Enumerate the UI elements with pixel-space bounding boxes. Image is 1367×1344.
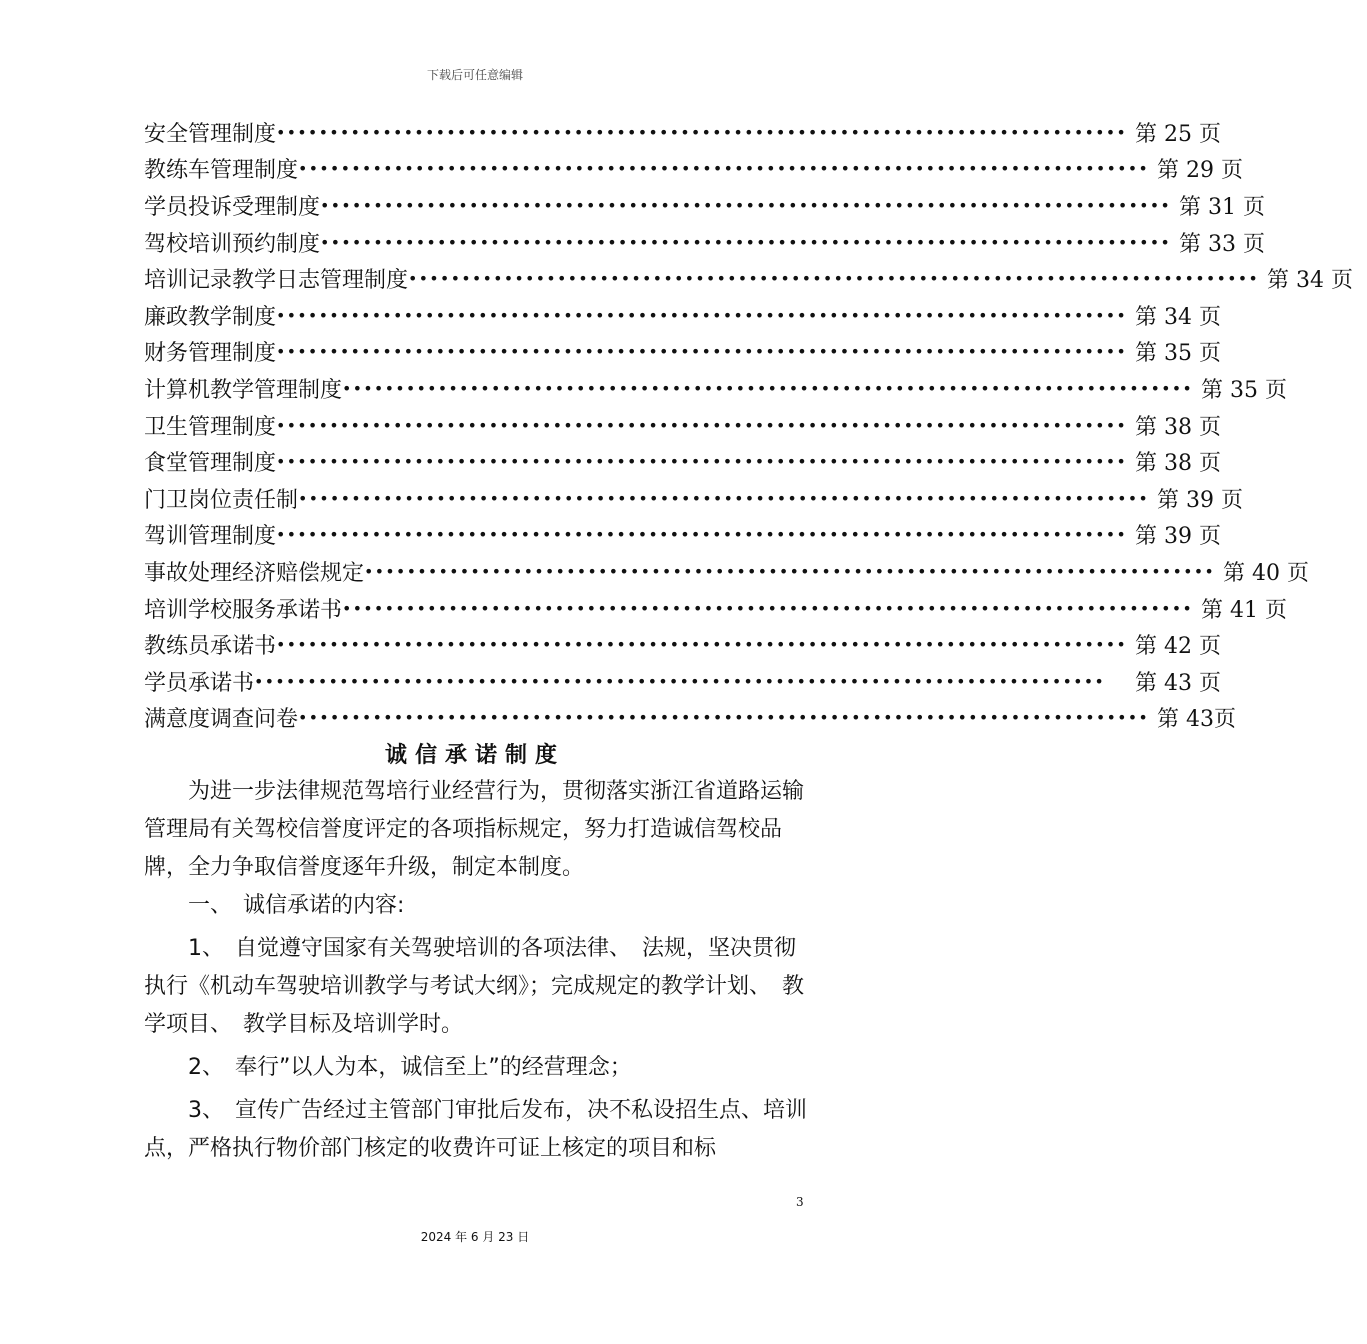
toc-entry-page: 第 39 页: [1135, 524, 1221, 550]
toc-entry-page: 第 43 页: [1135, 670, 1221, 696]
toc-leader-dots: ••••••••••••••••••••••••••••••••••••••••••••••••••••••••••••••••••••••••••••••••: [254, 671, 1106, 691]
toc-entry-page: 第 40 页: [1223, 560, 1309, 586]
toc-leader-dots: ••••••••••••••••••••••••••••••••••••••••••••••••••••••••••••••••••••••••••••••••: [408, 269, 1260, 289]
toc-entry: [144, 370, 1287, 407]
toc-entry-page: 第 33 页: [1179, 231, 1265, 257]
toc-entry: [144, 700, 1237, 737]
toc-entry-title: 学员承诺书: [144, 670, 255, 696]
toc-entry: [144, 407, 1221, 444]
toc-entry-title: 廉政教学制度: [144, 304, 277, 330]
toc-entry: [144, 517, 1221, 554]
toc-entry-title: 学员投诉受理制度: [144, 194, 321, 220]
toc-entry-page: 第 31 页: [1179, 194, 1265, 220]
toc-entry: [144, 297, 1221, 334]
toc-entry-title: 教练员承诺书: [144, 634, 277, 660]
toc-entry-title: 财务管理制度: [144, 341, 277, 367]
toc-entry-title: 驾校培训预约制度: [144, 231, 321, 257]
toc-entry-page: 第 34 页: [1267, 268, 1353, 294]
toc-entry-page: 第 41 页: [1201, 597, 1287, 623]
toc-leader-dots: ••••••••••••••••••••••••••••••••••••••••••••••••••••••••••••••••••••••••••••••••: [342, 378, 1194, 398]
paragraph: 3、 宣传广告经过主管部门审批后发布，决不私设招生点、培训点，严格执行物价部门核定的收费许可证上核定的项目和标: [144, 1098, 807, 1161]
toc-leader-dots: ••••••••••••••••••••••••••••••••••••••••••••••••••••••••••••••••••••••••••••••••: [364, 561, 1216, 581]
toc-entry: [144, 224, 1265, 261]
toc-entry: [144, 590, 1287, 627]
toc-entry: [144, 260, 1353, 297]
toc-entry: [144, 626, 1221, 663]
toc-entry-page: 第 43页: [1157, 707, 1237, 733]
page-number: 3: [796, 1195, 804, 1209]
toc-leader-dots: ••••••••••••••••••••••••••••••••••••••••••••••••••••••••••••••••••••••••••••••••: [276, 452, 1128, 472]
toc-entry-title: 满意度调查问卷: [144, 707, 299, 733]
toc-leader-dots: ••••••••••••••••••••••••••••••••••••••••••••••••••••••••••••••••••••••••••••••••: [276, 122, 1128, 142]
toc-entry-page: 第 25 页: [1135, 121, 1221, 147]
toc-entry-title: 培训记录教学日志管理制度: [144, 268, 409, 294]
toc-leader-dots: ••••••••••••••••••••••••••••••••••••••••••••••••••••••••••••••••••••••••••••••••: [298, 488, 1150, 508]
table-of-contents: [144, 114, 1353, 736]
paragraph: 一、 诚信承诺的内容:: [188, 893, 405, 918]
toc-entry: [144, 151, 1243, 188]
toc-entry: [144, 114, 1221, 151]
toc-leader-dots: ••••••••••••••••••••••••••••••••••••••••••••••••••••••••••••••••••••••••••••••••: [276, 525, 1128, 545]
toc-entry: [144, 334, 1221, 371]
toc-leader-dots: ••••••••••••••••••••••••••••••••••••••••••••••••••••••••••••••••••••••••••••••••: [298, 159, 1150, 179]
paragraph: 1、 自觉遵守国家有关驾驶培训的各项法律、 法规，坚决贯彻执行《机动车驾驶培训教学与考试大纲》；完成规定的教学计划、 教学项目、 教学目标及培训学时。: [144, 936, 805, 1037]
page-header: 下载后可任意编辑: [426, 68, 523, 82]
toc-leader-dots: ••••••••••••••••••••••••••••••••••••••••••••••••••••••••••••••••••••••••••••••••: [276, 635, 1128, 655]
toc-leader-dots: ••••••••••••••••••••••••••••••••••••••••••••••••••••••••••••••••••••••••••••••••: [298, 708, 1150, 728]
toc-entry-title: 培训学校服务承诺书: [144, 597, 343, 623]
toc-leader-dots: ••••••••••••••••••••••••••••••••••••••••••••••••••••••••••••••••••••••••••••••••: [276, 342, 1128, 362]
toc-entry-page: 第 38 页: [1135, 414, 1221, 440]
toc-leader-dots: ••••••••••••••••••••••••••••••••••••••••••••••••••••••••••••••••••••••••••••••••: [320, 195, 1172, 215]
toc-leader-dots: ••••••••••••••••••••••••••••••••••••••••••••••••••••••••••••••••••••••••••••••••: [342, 598, 1194, 618]
toc-entry-title: 事故处理经济赔偿规定: [144, 560, 365, 586]
paragraph: 2、 奉行”以人为本，诚信至上”的经营理念；: [188, 1055, 632, 1080]
toc-leader-dots: ••••••••••••••••••••••••••••••••••••••••••••••••••••••••••••••••••••••••••••••••: [276, 305, 1128, 325]
toc-entry-page: 第 42 页: [1135, 634, 1221, 660]
toc-entry-title: 食堂管理制度: [144, 451, 277, 477]
toc-entry: [144, 187, 1265, 224]
toc-entry-title: 门卫岗位责任制: [144, 487, 299, 513]
section-title: 诚信承诺制度: [384, 743, 565, 768]
toc-entry-title: 计算机教学管理制度: [144, 377, 343, 403]
body-text: [144, 773, 808, 1168]
toc-entry: [144, 480, 1243, 517]
toc-entry-title: 安全管理制度: [144, 121, 277, 147]
toc-leader-dots: ••••••••••••••••••••••••••••••••••••••••••••••••••••••••••••••••••••••••••••••••: [276, 415, 1128, 435]
toc-entry-page: 第 29 页: [1157, 158, 1243, 184]
toc-entry-page: 第 35 页: [1201, 377, 1287, 403]
footer-date: 2024 年 6 月 23 日: [420, 1230, 530, 1244]
toc-entry-title: 教练车管理制度: [144, 158, 299, 184]
toc-entry-title: 驾训管理制度: [144, 524, 277, 550]
toc-entry-page: 第 38 页: [1135, 451, 1221, 477]
toc-entry-page: 第 35 页: [1135, 341, 1221, 367]
toc-entry: [144, 443, 1221, 480]
toc-entry-page: 第 39 页: [1157, 487, 1243, 513]
toc-entry: [144, 553, 1309, 590]
toc-leader-dots: ••••••••••••••••••••••••••••••••••••••••••••••••••••••••••••••••••••••••••••••••: [320, 232, 1172, 252]
paragraph: 为进一步法律规范驾培行业经营行为，贯彻落实浙江省道路运输管理局有关驾校信誉度评定的各项指标规定，努力打造诚信驾校品牌，全力争取信誉度逐年升级，制定本制度。: [144, 779, 805, 880]
toc-entry-page: 第 34 页: [1135, 304, 1221, 330]
toc-entry-title: 卫生管理制度: [144, 414, 277, 440]
toc-entry: [144, 663, 1221, 700]
